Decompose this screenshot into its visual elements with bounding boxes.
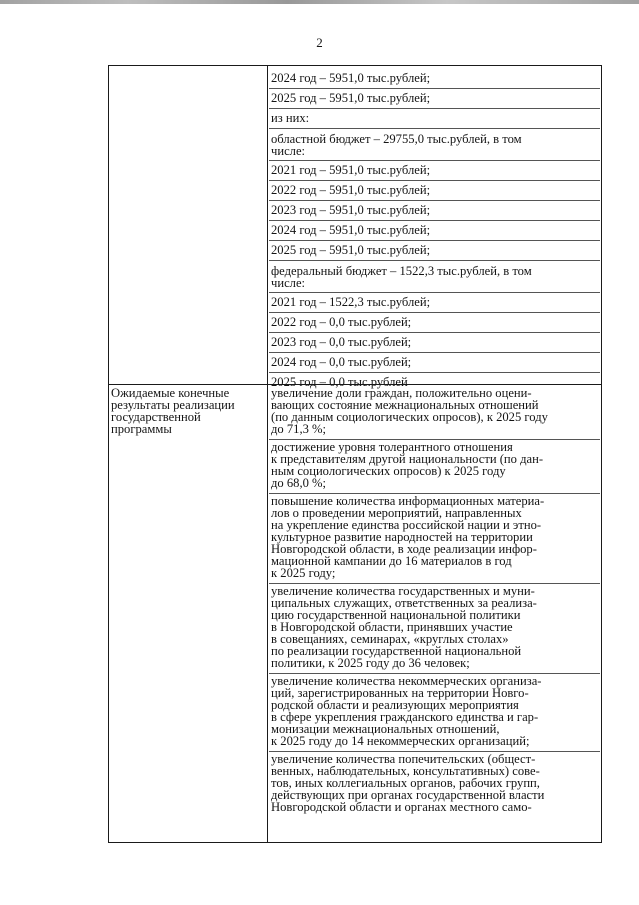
column-divider (267, 66, 268, 842)
result-item: увеличение количества некоммерческих организа- ций, зарегистрированных на территории Новго- родской области и реализующих мероприятия в сфере укрепления гражданского единства и гар- монизации межнациональных отношений, к 2025 году до 14 некоммерческих организаций; (269, 674, 600, 752)
financing-line: областной бюджет – 29755,0 тыс.рублей, в том числе: (269, 129, 600, 161)
results-cell (269, 386, 600, 817)
financing-line: 2024 год – 5951,0 тыс.рублей; (269, 69, 600, 89)
page-number: 2 (316, 35, 323, 50)
results-label: Ожидаемые конечные результаты реализации государственной программы (111, 386, 235, 436)
financing-line: 2025 год – 0,0 тыс.рублей (271, 375, 408, 389)
financing-line: 2025 год – 5951,0 тыс.рублей; (269, 241, 600, 261)
financing-line: 2021 год – 5951,0 тыс.рублей; (269, 161, 600, 181)
program-table (108, 65, 602, 843)
result-item: увеличение количества государственных и муни- ципальных служащих, ответственных за реализа- цию государственной национальной политики в Новгородской области, принявших участие в совещаниях, семинарах, «круглых столах» по реализации государственной национальной политики, к 2025 году до 36 человек; (269, 584, 600, 674)
financing-line: федеральный бюджет – 1522,3 тыс.рублей, в том числе: (269, 261, 600, 293)
scan-edge (0, 0, 639, 4)
result-item: увеличение количества попечительских (общест- венных, наблюдательных, консультативных) сове- тов, иных коллегиальных органов, рабочих групп, действующих при органах государственной власти Новгородской области и органах местного само- (271, 752, 545, 814)
result-item: повышение количества информационных материа- лов о проведении мероприятий, направленных на укрепление единства российской нации и этно- культурное развитие народностей на территории Новгородской области, в ходе реализации инфор- мационной кампании до 16 материалов в год к 2025 году; (269, 494, 600, 584)
financing-line: 2023 год – 5951,0 тыс.рублей; (269, 201, 600, 221)
result-item: достижение уровня толерантного отношения к представителям другой национальности (по дан- ным социологических опросов) к 2025 году до 68,0 %; (269, 440, 600, 494)
financing-line: 2022 год – 0,0 тыс.рублей; (269, 313, 600, 333)
financing-line: из них: (269, 109, 600, 129)
financing-cell (269, 69, 600, 392)
financing-line: 2024 год – 5951,0 тыс.рублей; (269, 221, 600, 241)
financing-line: 2022 год – 5951,0 тыс.рублей; (269, 181, 600, 201)
financing-line: 2021 год – 1522,3 тыс.рублей; (269, 293, 600, 313)
result-item: увеличение доли граждан, положительно оцени- вающих состояние межнациональных отношений (по данным социологических опросов), к 2025 году до 71,3 %; (269, 386, 600, 440)
financing-line: 2023 год – 0,0 тыс.рублей; (269, 333, 600, 353)
financing-line: 2024 год – 0,0 тыс.рублей; (269, 353, 600, 373)
financing-line: 2025 год – 5951,0 тыс.рублей; (269, 89, 600, 109)
